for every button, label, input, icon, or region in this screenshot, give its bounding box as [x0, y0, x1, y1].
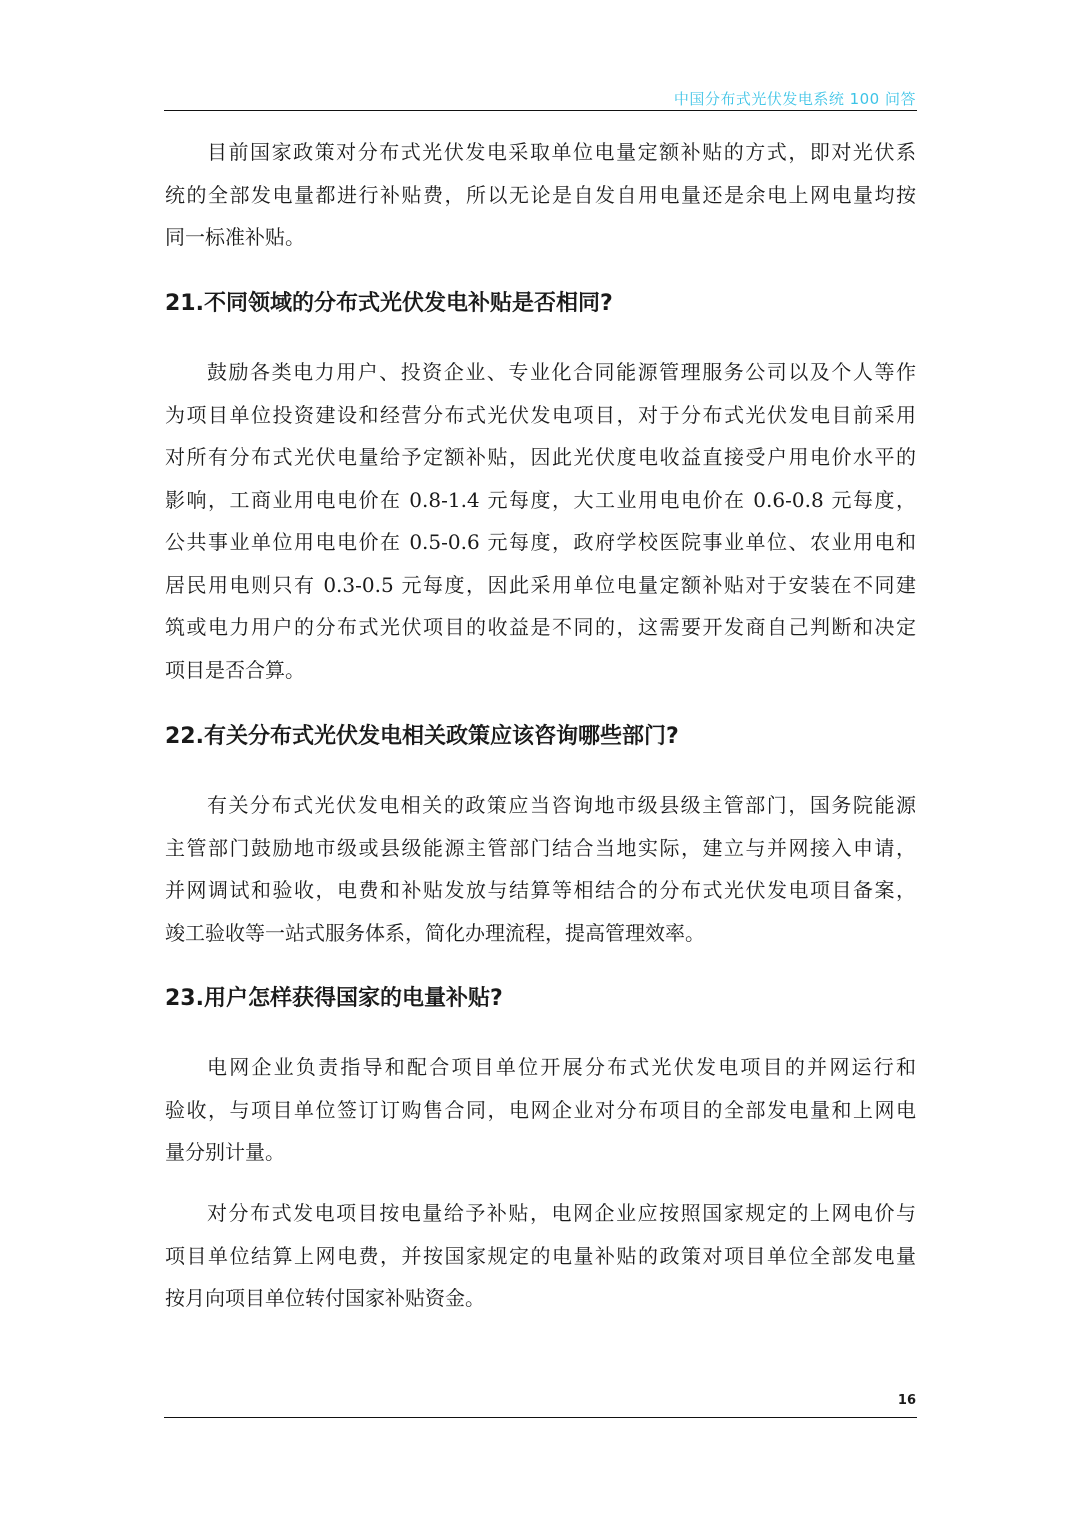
- paragraph-line: 电网企业负责指导和配合项目单位开展分布式光伏发电项目的并网运行和: [207, 1055, 916, 1079]
- header-rule: [164, 110, 917, 111]
- paragraph-p4: [165, 1046, 916, 1174]
- heading-q21: 21.不同领域的分布式光伏发电补贴是否相同?: [165, 291, 613, 316]
- paragraph-line: 筑或电力用户的分布式光伏项目的收益是不同的，这需要开发商自己判断和决定: [165, 615, 916, 639]
- paragraph-line: 项目是否合算。: [165, 657, 305, 682]
- paragraph-line: 并网调试和验收，电费和补贴发放与结算等相结合的分布式光伏发电项目备案，: [165, 878, 916, 902]
- heading-q22: 22.有关分布式光伏发电相关政策应该咨询哪些部门?: [165, 724, 679, 749]
- paragraph-line: 按月向项目单位转付国家补贴资金。: [165, 1286, 485, 1310]
- paragraph-line: 影响，工商业用电电价在 0.8-1.4 元每度，大工业用电电价在 0.6-0.8 元每度，: [165, 487, 916, 512]
- paragraph-line: 目前国家政策对分布式光伏发电采取单位电量定额补贴的方式，即对光伏系: [207, 140, 916, 164]
- paragraph-p3: [165, 784, 916, 954]
- paragraph-line: 对分布式发电项目按电量给予补贴，电网企业应按照国家规定的上网电价与: [207, 1201, 916, 1225]
- paragraph-line: 为项目单位投资建设和经营分布式光伏发电项目，对于分布式光伏发电目前采用: [165, 402, 916, 427]
- footer-rule: [164, 1417, 917, 1418]
- paragraph-p1: [165, 131, 916, 259]
- paragraph-line: 公共事业单位用电电价在 0.5-0.6 元每度，政府学校医院事业单位、农业用电和: [165, 530, 916, 554]
- paragraph-line: 居民用电则只有 0.3-0.5 元每度，因此采用单位电量定额补贴对于安装在不同建: [165, 572, 916, 597]
- heading-q23: 23.用户怎样获得国家的电量补贴?: [165, 986, 503, 1011]
- paragraph-line: 验收，与项目单位签订订购售合同，电网企业对分布项目的全部发电量和上网电: [165, 1097, 916, 1122]
- paragraph-line: 统的全部发电量都进行补贴费，所以无论是自发自用电量还是余电上网电量均按: [165, 182, 916, 207]
- paragraph-line: 同一标准补贴。: [165, 225, 305, 249]
- page-number: 16: [897, 1393, 916, 1408]
- paragraph-line: 有关分布式光伏发电相关的政策应当咨询地市级县级主管部门，国务院能源: [207, 793, 916, 817]
- running-header-title: 中国分布式光伏发电系统 100 问答: [673, 90, 916, 108]
- paragraph-line: 鼓励各类电力用户、投资企业、专业化合同能源管理服务公司以及个人等作: [207, 360, 916, 384]
- paragraph-p5: [165, 1192, 916, 1320]
- paragraph-line: 主管部门鼓励地市级或县级能源主管部门结合当地实际，建立与并网接入申请，: [165, 835, 916, 860]
- paragraph-line: 量分别计量。: [165, 1140, 285, 1164]
- paragraph-line: 竣工验收等一站式服务体系，简化办理流程，提高管理效率。: [165, 920, 705, 945]
- paragraph-line: 对所有分布式光伏电量给予定额补贴，因此光伏度电收益直接受户用电价水平的: [165, 445, 916, 469]
- paragraph-line: 项目单位结算上网电费，并按国家规定的电量补贴的政策对项目单位全部发电量: [165, 1243, 916, 1268]
- paragraph-p2: [165, 351, 916, 691]
